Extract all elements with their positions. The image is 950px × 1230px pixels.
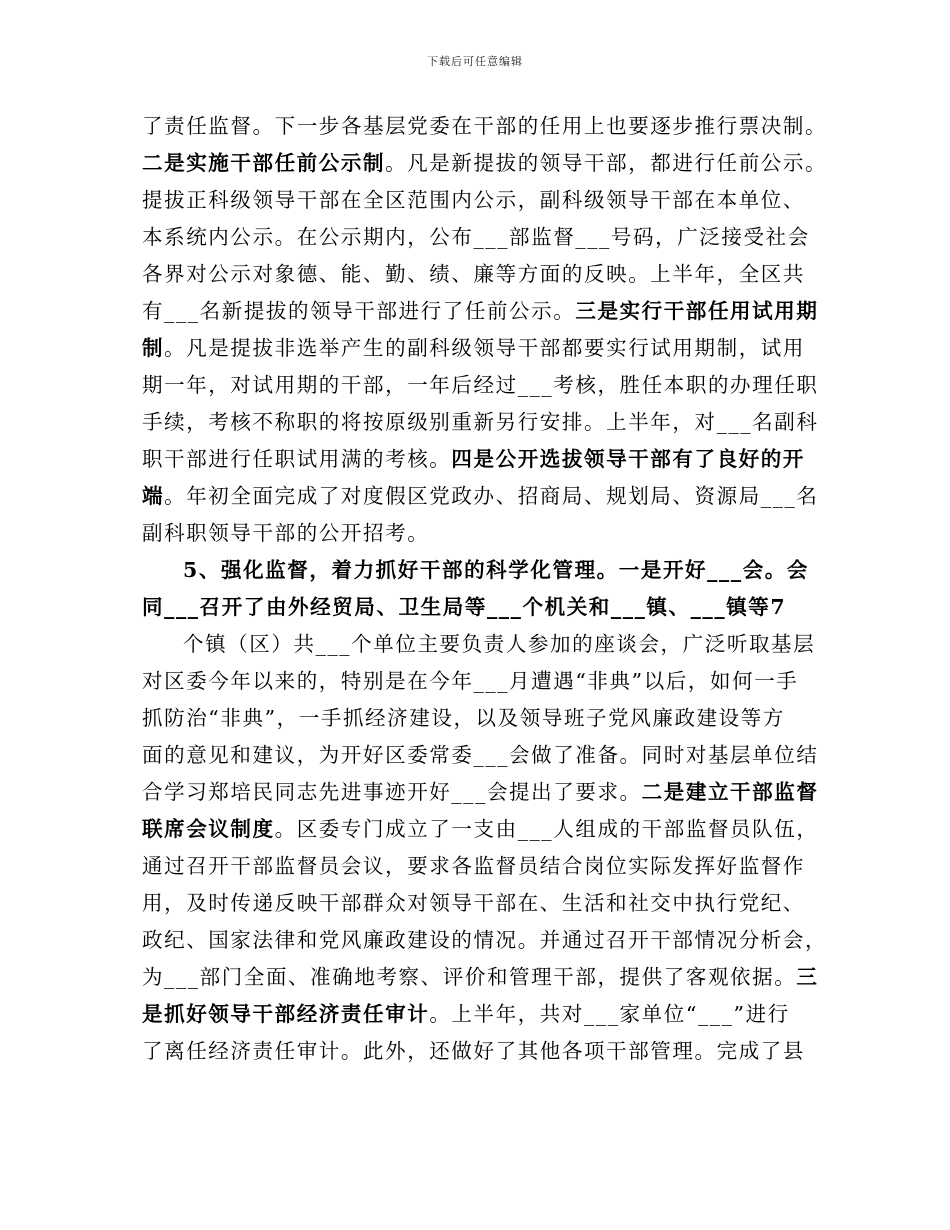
bold-text-segment: 制	[142, 336, 165, 360]
text-line	[142, 441, 812, 478]
text-segment: 手续，考核不称职的将按原级别重新另行安排。上半年，对___名副科	[142, 410, 819, 434]
text-line	[142, 922, 828, 959]
text-segment: 有___名新提拔的领导干部进行了任前公示。	[142, 299, 576, 323]
text-line	[142, 737, 819, 774]
text-line	[142, 811, 819, 848]
text-segment: 。年初全面完成了对度假区党政办、招商局、规划局、资源局___名	[164, 484, 819, 508]
bold-text-segment: 5、强化监督，着力抓好干部的科学化管理。一是开好___会。会	[183, 558, 810, 582]
text-line	[142, 663, 812, 700]
text-segment: 。区委专门成立了一支由___人组成的干部监督员队伍，	[274, 817, 819, 841]
bold-text-segment: 是抓好领导干部经济责任审计	[142, 1002, 430, 1026]
text-line	[142, 959, 819, 996]
bold-text-segment: 二是建立干部监督	[641, 780, 819, 804]
text-segment: 为___部门全面、准确地考察、评价和管理干部，提供了客观依据。	[142, 965, 797, 989]
text-line	[142, 700, 812, 737]
text-segment: 通过召开干部监督员会议，要求各监督员结合岗位实际发挥好监督作	[142, 854, 805, 878]
text-segment: 抓防治“非典”，一手抓经济建设，以及领导班子党风廉政建设等方	[142, 706, 785, 730]
bold-text-segment: 四是公开选拔领导干部有了良好的开	[451, 447, 806, 471]
text-line	[142, 626, 816, 663]
text-segment: 各界对公示对象德、能、勤、绩、廉等方面的反映。上半年，全区共	[142, 262, 805, 286]
bold-text-segment: 三	[796, 965, 819, 989]
text-line	[142, 885, 812, 922]
text-segment: 提拔正科级领导干部在全区范围内公示，副科级领导干部在本单位、	[142, 188, 805, 212]
text-line	[142, 108, 828, 145]
text-segment: 职干部进行任职试用满的考核。	[142, 447, 452, 471]
text-segment: 了离任经济责任审计。此外，还做好了其他各项干部管理。完成了县	[142, 1039, 805, 1063]
text-line	[142, 293, 819, 330]
text-line	[142, 404, 819, 441]
text-line	[142, 367, 819, 404]
text-line	[142, 330, 812, 367]
bold-text-segment: 二是实施干部任前公示制	[142, 151, 386, 175]
text-segment: 合学习郑培民同志先进事迹开好___会提出了要求。	[142, 780, 642, 804]
bold-text-segment: 端	[142, 484, 165, 508]
text-line	[142, 996, 812, 1033]
text-line	[142, 774, 819, 811]
text-line	[142, 848, 812, 885]
text-line	[142, 552, 812, 589]
text-segment: 。凡是提拔非选举产生的副科级领导干部都要实行试用期制，试用	[164, 336, 806, 360]
page-header: 下载后可任意编辑	[427, 55, 523, 68]
text-segment: 政纪、国家法律和党风廉政建设的情况。并通过召开干部情况分析会，	[142, 928, 828, 952]
text-segment: 了责任监督。下一步各基层党委在干部的任用上也要逐步推行票决制。	[142, 114, 828, 138]
text-line	[142, 478, 819, 515]
text-segment: 。上半年，共对___家单位“___”进行	[429, 1002, 790, 1026]
text-segment: 面的意见和建议，为开好区委常委___会做了准备。同时对基层单位结	[142, 743, 819, 767]
bold-text-segment: 联席会议制度	[142, 817, 275, 841]
text-segment: 期一年，对试用期的干部，一年后经过___考核，胜任本职的办理任职	[142, 373, 819, 397]
text-segment: 个镇（区）共___个单位主要负责人参加的座谈会，广泛听取基层	[183, 632, 816, 656]
bold-text-segment: 同___召开了由外经贸局、卫生局等___个机关和___镇、___镇等7	[142, 595, 787, 619]
text-segment: 本系统内公示。在公示期内，公布___部监督___号码，广泛接受社会	[142, 225, 810, 249]
text-line	[142, 589, 812, 626]
text-line	[142, 182, 812, 219]
document-body	[142, 108, 828, 1070]
text-line	[142, 145, 828, 182]
text-segment: 用，及时传递反映干部群众对领导干部在、生活和社交中执行党纪、	[142, 891, 805, 915]
bold-text-segment: 三是实行干部任用试用期	[575, 299, 819, 323]
text-line	[142, 1033, 812, 1070]
text-line	[142, 256, 812, 293]
text-line	[142, 219, 812, 256]
text-segment: 副科职领导干部的公开招考。	[142, 521, 430, 545]
text-segment: 对区委今年以来的，特别是在今年___月遭遇“非典”以后，如何一手	[142, 669, 799, 693]
text-segment: 。凡是新提拔的领导干部，都进行任前公示。	[385, 151, 828, 175]
text-line	[142, 515, 812, 552]
